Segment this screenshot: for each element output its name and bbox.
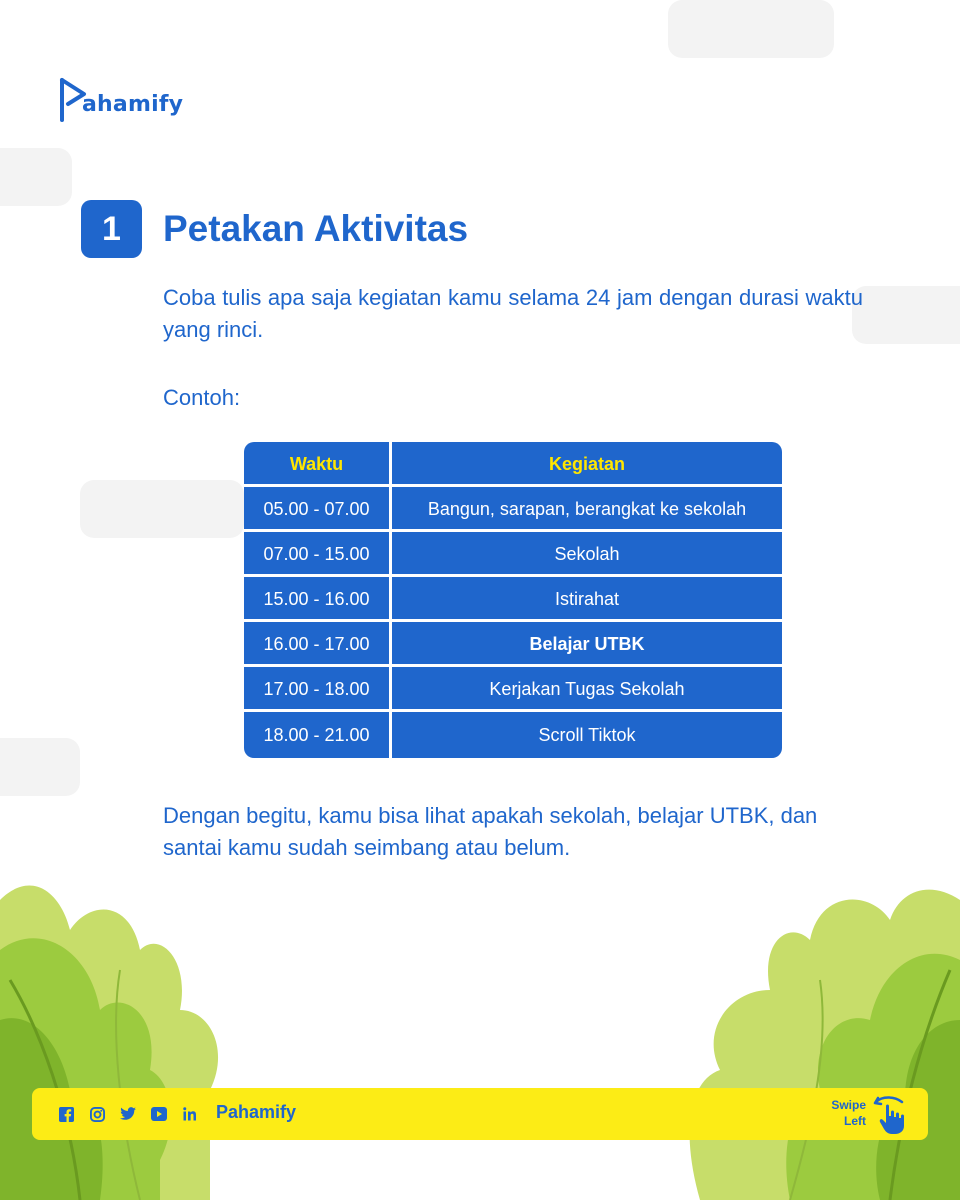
table-row [244,529,782,577]
section-title: Petakan Aktivitas [163,208,469,249]
decor-block [0,148,72,206]
table-row [244,664,782,712]
twitter-icon[interactable] [120,1106,136,1122]
row-activity: Scroll Tiktok [538,724,636,745]
swipe-left-hint [831,1097,866,1129]
instagram-icon[interactable] [89,1106,105,1122]
row-activity: Bangun, sarapan, berangkat ke sekolah [427,499,747,519]
row-activity: Istirahat [554,589,620,609]
step-number-badge: 1 [81,200,142,258]
decor-block [668,0,834,58]
conclusion-paragraph: Dengan begitu, kamu bisa lihat apakah sekolah, belajar UTBK, dan santai kamu sudah seimbang atau belum. [163,803,818,860]
decor-block [0,738,80,796]
facebook-icon[interactable] [58,1106,74,1122]
header-waktu: Waktu [244,442,392,487]
table-row [244,709,782,758]
row-activity: Sekolah [554,544,620,564]
table-row [244,574,782,622]
row-time: 18.00 - 21.00 [244,712,392,758]
youtube-icon[interactable] [151,1106,167,1122]
table-header-row [244,442,782,487]
table-row [244,619,782,667]
logo-play-icon [58,76,88,120]
example-label: Contoh: [163,385,241,410]
row-time: 07.00 - 15.00 [244,532,392,577]
linkedin-icon[interactable] [182,1106,198,1122]
row-time: 16.00 - 17.00 [244,622,392,667]
swipe-text-line2: Left [844,1114,866,1128]
footer-brand-name: Pahamify [216,1102,297,1122]
row-time: 17.00 - 18.00 [244,667,392,712]
row-activity: Belajar UTBK [529,634,645,654]
lettuce-leaves-illustration [0,860,960,1200]
footer-bar [32,1088,928,1140]
swipe-text-line1: Swipe [831,1098,866,1112]
row-time: 05.00 - 07.00 [244,487,392,532]
row-activity: Kerjakan Tugas Sekolah [489,679,685,699]
decor-block [80,480,244,538]
intro-paragraph: Coba tulis apa saja kegiatan kamu selama 24 jam dengan durasi waktu yang rinci. [163,285,863,342]
table-row [244,484,782,532]
decor-block [852,286,960,344]
swipe-hand-icon [872,1094,912,1136]
pahamify-logo [58,72,183,120]
social-links [58,1105,213,1123]
schedule-table [244,442,782,758]
header-kegiatan: Kegiatan [548,454,626,474]
row-time: 15.00 - 16.00 [244,577,392,622]
logo-text: ahamify [82,92,184,117]
